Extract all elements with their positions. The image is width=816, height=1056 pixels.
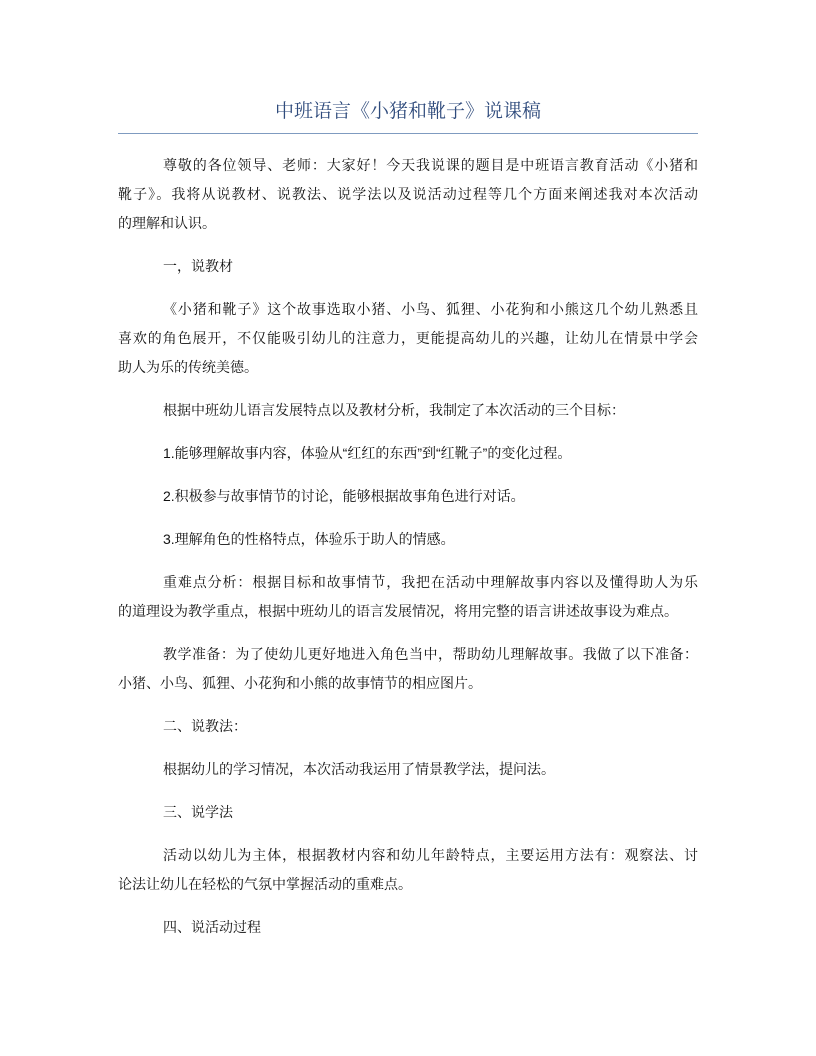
- paragraph-line: 一，说教材: [163, 258, 233, 274]
- paragraph-line: 的道理设为教学重点，根据中班幼儿的语言发展情况，将用完整的语言讲述故事设为难点。: [118, 603, 678, 619]
- paragraph-line: 论法让幼儿在轻松的气氛中掌握活动的重难点。: [118, 876, 412, 892]
- paragraph: [118, 482, 698, 511]
- paragraph-line: 的理解和认识。: [118, 215, 216, 231]
- paragraph-line: 1.能够理解故事内容，体验从“红红的东西”到“红靴子”的变化过程。: [163, 445, 572, 461]
- paragraph: [118, 295, 698, 382]
- paragraph-line: 教学准备：为了使幼儿更好地进入角色当中，帮助幼儿理解故事。我做了以下准备：: [163, 646, 698, 662]
- paragraph-line: 二、说教法：: [163, 718, 247, 734]
- paragraph: [118, 913, 698, 942]
- paragraph: [118, 712, 698, 741]
- paragraph-line: 根据中班幼儿语言发展特点以及教材分析，我制定了本次活动的三个目标：: [163, 402, 625, 418]
- paragraph: [118, 568, 698, 626]
- paragraph-line: 2.积极参与故事情节的讨论，能够根据故事角色进行对话。: [163, 488, 525, 504]
- paragraph-line: 喜欢的角色展开，不仅能吸引幼儿的注意力，更能提高幼儿的兴趣，让幼儿在情景中学会: [118, 330, 698, 346]
- paragraph: [118, 525, 698, 554]
- paragraph-line: 《小猪和靴子》这个故事选取小猪、小鸟、狐狸、小花狗和小熊这几个幼儿熟悉且: [163, 301, 698, 317]
- document-body: [118, 151, 698, 956]
- paragraph: [118, 252, 698, 281]
- title-divider: [118, 133, 698, 134]
- paragraph: [118, 439, 698, 468]
- paragraph-line: 3.理解角色的性格特点，体验乐于助人的情感。: [163, 531, 455, 547]
- paragraph-line: 靴子》。我将从说教材、说教法、说学法以及说活动过程等几个方面来阐述我对本次活动: [118, 186, 698, 202]
- paragraph: [118, 798, 698, 827]
- paragraph: [118, 640, 698, 698]
- paragraph: [118, 841, 698, 899]
- paragraph-line: 小猪、小鸟、狐狸、小花狗和小熊的故事情节的相应图片。: [118, 675, 482, 691]
- paragraph-line: 三、说学法: [163, 804, 233, 820]
- paragraph: [118, 755, 698, 784]
- paragraph: [118, 151, 698, 238]
- paragraph-line: 尊敬的各位领导、老师：大家好！今天我说课的题目是中班语言教育活动《小猪和: [163, 157, 698, 173]
- paragraph-line: 重难点分析：根据目标和故事情节，我把在活动中理解故事内容以及懂得助人为乐: [163, 574, 698, 590]
- paragraph-line: 根据幼儿的学习情况，本次活动我运用了情景教学法，提问法。: [163, 761, 555, 777]
- paragraph: [118, 396, 698, 425]
- document-title: 中班语言《小猪和靴子》说课稿: [274, 101, 541, 122]
- paragraph-line: 四、说活动过程: [163, 919, 261, 935]
- paragraph-line: 助人为乐的传统美德。: [118, 359, 258, 375]
- paragraph-line: 活动以幼儿为主体，根据教材内容和幼儿年龄特点，主要运用方法有：观察法、讨: [163, 847, 698, 863]
